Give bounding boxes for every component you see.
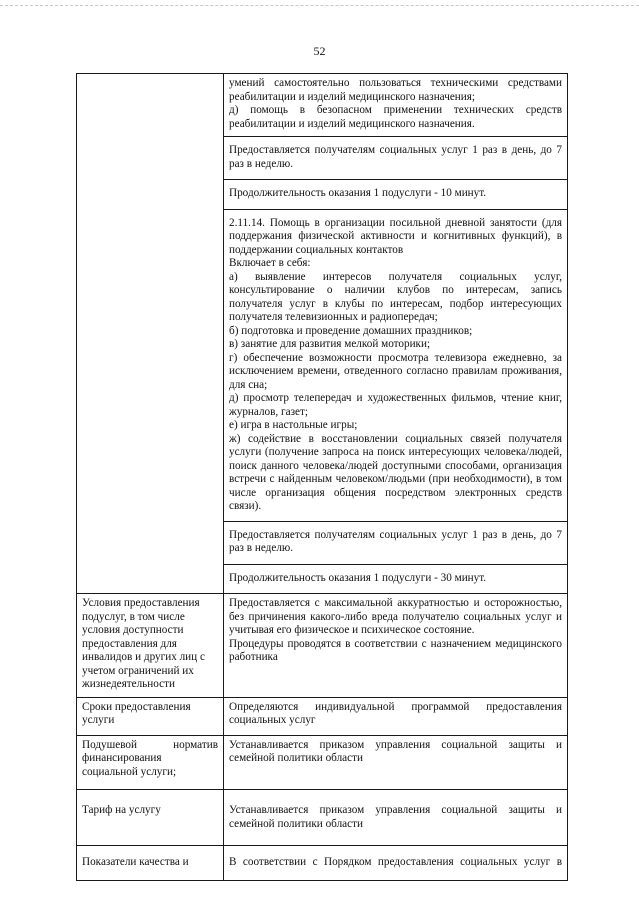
tariff-value <box>224 790 568 846</box>
conditions-value-1: Предоставляется с максимальной аккуратностью и осторожностью, без причинения какого-либо вреда получателю социальных услуг и учитывая его физическое и психическое состояние. <box>229 597 562 636</box>
quality-value: В соответствии с Порядком предоставления социальных услуг в <box>224 846 568 881</box>
service-item-g: г) обеспечение возможности просмотра телевизора ежедневно, за исключением времени, отведенного согласно правилам проживания, для сна; <box>229 351 562 391</box>
tariff-value-text: Устанавливается приказом управления социальной защиты и семейной политики области <box>229 804 562 830</box>
table-row <box>77 594 568 698</box>
table-row <box>77 697 568 735</box>
frequency-text-1: Предоставляется получателям социальных услуг 1 раз в день, до 7 раз в неделю. <box>229 144 562 170</box>
conditions-value <box>224 594 568 698</box>
table-row <box>77 846 568 881</box>
table-row <box>77 735 568 790</box>
terms-label: Сроки предоставления услуги <box>77 697 224 735</box>
service-item-e: е) игра в настольные игры; <box>229 419 358 431</box>
frequency-cell-1 <box>224 137 568 180</box>
page-number: 52 <box>313 44 326 58</box>
service-item-v: в) занятие для развития мелкой моторики; <box>229 338 431 350</box>
continuation-line-2: д) помощь в безопасном применении технических средств реабилитации и изделий медицинского назначения. <box>229 104 562 130</box>
frequency-cell-2 <box>224 521 568 564</box>
service-table <box>76 73 568 881</box>
conditions-label: Условия предоставления подуслуг, в том числе условия доступности предоставления для инвалидов и других лиц с учетом ограничений их жизнедеятельности <box>77 594 224 698</box>
includes-label: Включает в себя: <box>229 257 311 269</box>
continuation-line-1: умений самостоятельно пользоваться техническими средствами реабилитации и изделий медицинского назначения; <box>229 77 562 103</box>
top-scan-line <box>0 5 639 7</box>
frequency-text-2: Предоставляется получателям социальных услуг 1 раз в день, до 7 раз в неделю. <box>229 528 562 554</box>
financing-value <box>224 735 568 790</box>
table-row <box>77 790 568 846</box>
conditions-value-2: Процедуры проводятся в соответствии с назначением медицинского работника <box>229 637 562 663</box>
service-item-b: б) подготовка и проведение домашних праздников; <box>229 324 473 337</box>
service-2-11-14-cell <box>224 209 568 521</box>
financing-label <box>77 735 224 790</box>
tariff-label: Тариф на услугу <box>77 790 224 846</box>
service-item-d: д) просмотр телепередач и художественных фильмов, чтение книг, журналов, газет; <box>229 392 562 418</box>
terms-value <box>224 697 568 735</box>
duration-cell-2: Продолжительность оказания 1 подуслуги - 30 минут. <box>224 564 568 594</box>
service-item-zh: ж) содействие в восстановлении социальных связей получателя услуги (получение запроса на поиск интересующих человека/людей, поиск данного человека/людей доступными способами, организация встречи с найденным человеком/людьми (при необходимости), в том числе организация общения посредством электронных средств связи). <box>229 432 562 512</box>
service-title: 2.11.14. Помощь в организации посильной дневной занятости (для поддержания физической активности и когнитивных функций), в поддержании социальных контактов <box>229 216 562 256</box>
quality-label: Показатели качества и <box>77 846 224 881</box>
terms-value-text: Определяются индивидуальной программой предоставления социальных услуг <box>229 700 562 726</box>
service-item-a: а) выявление интересов получателя социальных услуг, консультирование о наличии клубов по интересам, запись получателя услуг в клубы по интересам, подбор интересующих получателя телевизионных и радиопередач; <box>229 270 562 323</box>
left-cell-empty <box>77 74 224 594</box>
financing-value-text: Устанавливается приказом управления социальной защиты и семейной политики области <box>229 738 562 764</box>
table-row <box>77 74 568 137</box>
continuation-cell <box>224 74 568 137</box>
financing-label-text: Подушевой норматив финансирования социальной услуги; <box>82 738 218 778</box>
duration-cell-1: Продолжительность оказания 1 подуслуги - 10 минут. <box>224 180 568 210</box>
